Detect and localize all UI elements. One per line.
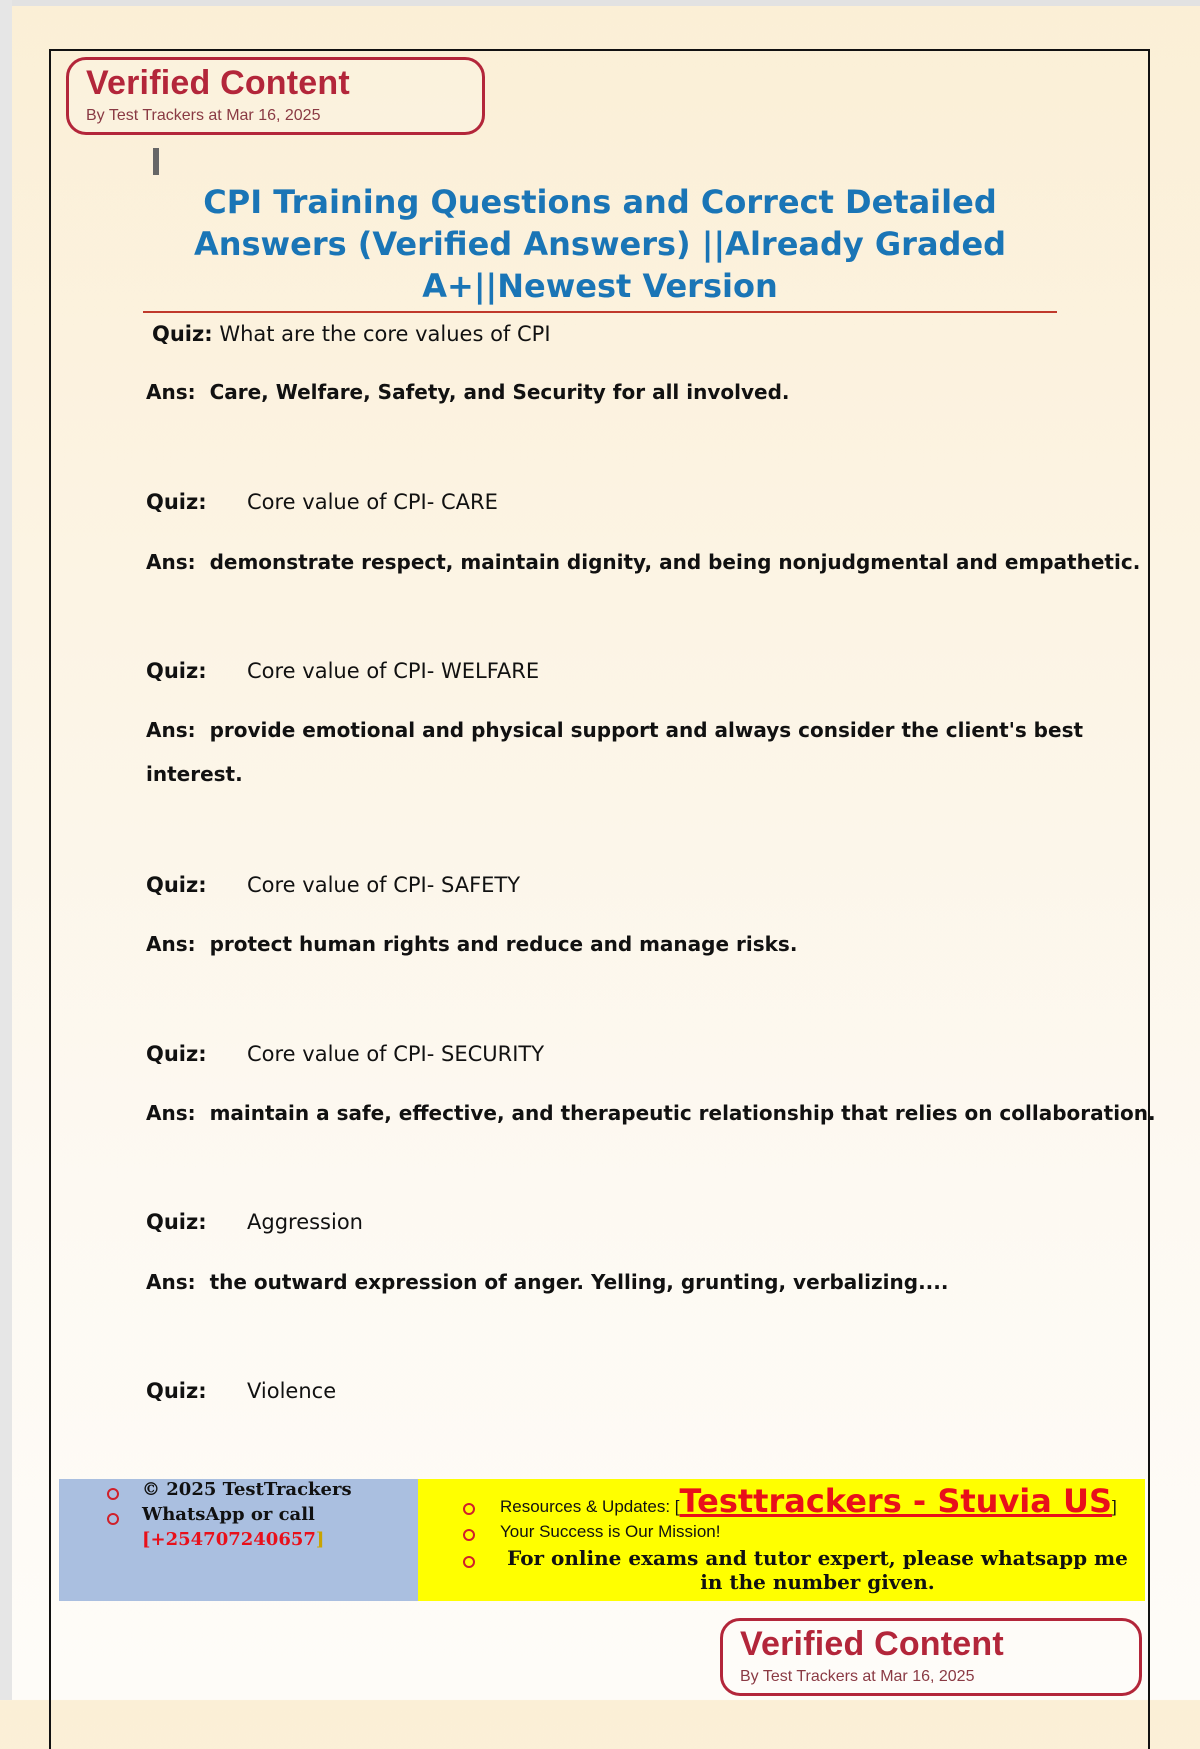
stamp-title: Verified Content (740, 1625, 1004, 1663)
verified-stamp-top (66, 57, 485, 135)
answer-line (146, 718, 1083, 742)
mission-text: Your Success is Our Mission! (500, 1522, 721, 1541)
answer-text-continued: interest. (146, 762, 243, 786)
answer-label: Ans: (146, 550, 196, 574)
text-cursor-icon (153, 148, 159, 175)
quiz-question: Core value of CPI- WELFARE (247, 659, 540, 683)
answer-label: Ans: (146, 1270, 196, 1294)
contact-text (490, 1546, 1145, 1594)
phone-bracket: ] (315, 1529, 325, 1550)
footer-contact-panel (59, 1479, 418, 1601)
quiz-label: Quiz: (146, 1042, 207, 1066)
answer-line (146, 380, 789, 404)
title-line: CPI Training Questions and Correct Detailed (203, 183, 997, 221)
answer-text: the outward expression of anger. Yelling, grunting, verbalizing.... (209, 1270, 949, 1294)
answer-label: Ans: (146, 718, 196, 742)
answer-line (146, 932, 797, 956)
answer-label: Ans: (146, 1101, 196, 1125)
bullet-icon (107, 1513, 119, 1525)
copyright-text: © 2025 TestTrackers (142, 1479, 352, 1500)
answer-line (146, 550, 1140, 574)
quiz-label: Quiz: (146, 873, 207, 897)
whatsapp-text: WhatsApp or call (142, 1504, 315, 1525)
resources-label: Resources & Updates: [ (500, 1497, 680, 1516)
quiz-question: Core value of CPI- CARE (247, 490, 498, 514)
contact-line: in the number given. (700, 1570, 935, 1594)
title-underline (143, 311, 1057, 313)
quiz-question: Violence (247, 1379, 337, 1403)
stamp-title: Verified Content (86, 64, 350, 102)
answer-text: protect human rights and reduce and manage risks. (209, 932, 798, 956)
answer-text: demonstrate respect, maintain dignity, and being nonjudgmental and empathetic. (209, 550, 1141, 574)
quiz-label: Quiz: (146, 1210, 207, 1234)
quiz-line (152, 322, 551, 346)
verified-stamp-bottom (720, 1618, 1142, 1696)
bullet-icon (463, 1556, 475, 1568)
quiz-question: Aggression (247, 1210, 363, 1234)
stamp-subtitle: By Test Trackers at Mar 16, 2025 (86, 107, 321, 124)
stuvia-link[interactable]: Testtrackers - Stuvia US (679, 1482, 1113, 1520)
contact-line: For online exams and tutor expert, please whatsapp me (507, 1546, 1128, 1570)
bullet-icon (107, 1488, 119, 1500)
title-line: Answers (Verified Answers) ||Already Graded (193, 225, 1007, 263)
phone-line (142, 1529, 324, 1550)
phone-number[interactable]: +254707240657 (150, 1529, 316, 1550)
footer-resources-panel (418, 1479, 1145, 1601)
bullet-icon (463, 1529, 475, 1541)
phone-bracket: [ (142, 1529, 151, 1550)
title-line: A+||Newest Version (422, 267, 778, 305)
answer-text: provide emotional and physical support and always consider the client's best (209, 718, 1084, 742)
resources-line (500, 1482, 1117, 1520)
answer-label: Ans: (146, 932, 196, 956)
resources-bracket: ] (1112, 1497, 1117, 1516)
quiz-label: Quiz: (146, 1379, 207, 1403)
quiz-question: What are the core values of CPI (219, 322, 551, 346)
bullet-icon (463, 1503, 475, 1515)
answer-text: maintain a safe, effective, and therapeutic relationship that relies on collaboration. (209, 1101, 1156, 1125)
quiz-label: Quiz: (152, 322, 213, 346)
quiz-label: Quiz: (146, 490, 207, 514)
window-left-edge (0, 0, 12, 1700)
answer-text: Care, Welfare, Safety, and Security for all involved. (209, 380, 790, 404)
document-title (160, 181, 1040, 307)
answer-line (146, 1101, 1156, 1125)
stamp-subtitle: By Test Trackers at Mar 16, 2025 (740, 1668, 975, 1685)
answer-line (146, 1270, 948, 1294)
quiz-question: Core value of CPI- SAFETY (247, 873, 521, 897)
quiz-label: Quiz: (146, 659, 207, 683)
window-top-edge (0, 0, 1200, 6)
answer-label: Ans: (146, 380, 196, 404)
quiz-question: Core value of CPI- SECURITY (247, 1042, 545, 1066)
